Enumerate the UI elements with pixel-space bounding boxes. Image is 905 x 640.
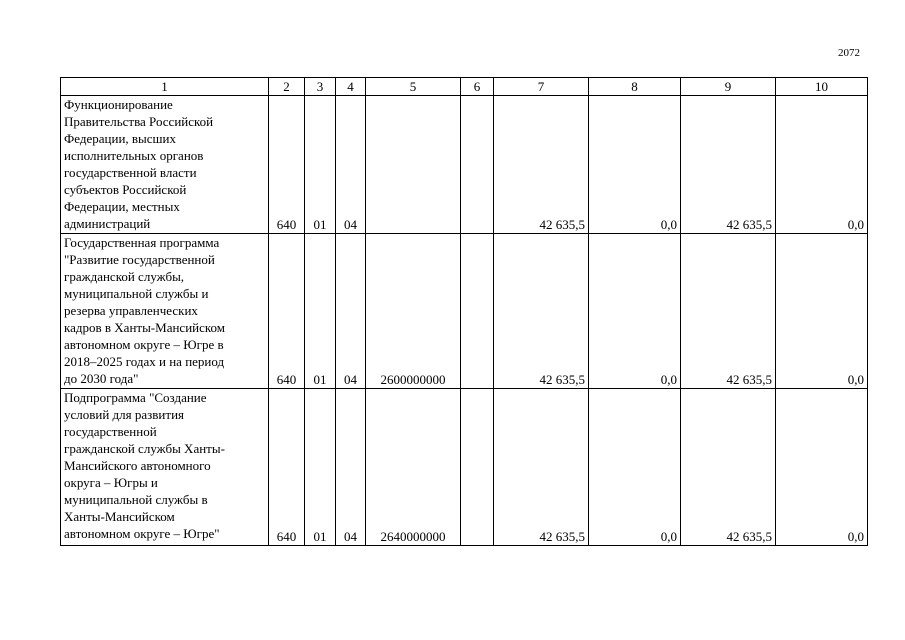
- name-line: исполнительных органов: [64, 148, 204, 163]
- amount-cell: 42 635,5: [494, 96, 589, 234]
- name-line: округа – Югры и: [64, 475, 158, 490]
- amount-cell: 0,0: [776, 389, 868, 546]
- amount-cell: 0,0: [589, 389, 681, 546]
- amount-cell: 42 635,5: [494, 389, 589, 546]
- subsection-code-cell: 04: [336, 234, 366, 389]
- subsection-code-cell: 04: [336, 389, 366, 546]
- amount-cell: 0,0: [589, 96, 681, 234]
- table-header-row: [61, 78, 868, 96]
- name-line: Мансийского автономного: [64, 458, 211, 473]
- name-line: гражданской службы,: [64, 269, 185, 284]
- name-line: администраций: [64, 216, 151, 231]
- page-number: 2072: [838, 47, 860, 59]
- header-cell: 7: [494, 78, 589, 96]
- name-line: 2018–2025 годах и на период: [64, 354, 225, 369]
- table-row: [61, 234, 868, 389]
- name-line: муниципальной службы и: [64, 286, 209, 301]
- header-cell: 1: [61, 78, 269, 96]
- amount-cell: 42 635,5: [681, 234, 776, 389]
- target-article-cell: 2600000000: [366, 234, 461, 389]
- header-cell: 2: [269, 78, 305, 96]
- ministry-code-cell: 640: [269, 96, 305, 234]
- subsection-code-cell: 04: [336, 96, 366, 234]
- header-cell: 5: [366, 78, 461, 96]
- row-name-cell: [61, 234, 269, 389]
- expense-type-cell: [461, 389, 494, 546]
- name-line: государственной власти: [64, 165, 197, 180]
- name-line: автономном округе – Югре": [64, 526, 220, 541]
- amount-cell: 42 635,5: [681, 389, 776, 546]
- name-line: условий для развития: [64, 407, 185, 422]
- amount-cell: 42 635,5: [494, 234, 589, 389]
- expense-type-cell: [461, 234, 494, 389]
- ministry-code-cell: 640: [269, 234, 305, 389]
- section-code-cell: 01: [305, 96, 336, 234]
- name-line: субъектов Российской: [64, 182, 187, 197]
- section-code-cell: 01: [305, 389, 336, 546]
- header-cell: 8: [589, 78, 681, 96]
- header-cell: 9: [681, 78, 776, 96]
- name-line: гражданской службы Ханты-: [64, 441, 225, 456]
- table-row: [61, 96, 868, 234]
- name-line: Государственная программа: [64, 235, 220, 250]
- name-line: кадров в Ханты-Мансийском: [64, 320, 226, 335]
- row-name-cell: [61, 96, 269, 234]
- amount-cell: 42 635,5: [681, 96, 776, 234]
- target-article-cell: [366, 96, 461, 234]
- name-line: автономном округе – Югре в: [64, 337, 224, 352]
- amount-cell: 0,0: [776, 234, 868, 389]
- name-line: Подпрограмма "Создание: [64, 390, 207, 405]
- expense-type-cell: [461, 96, 494, 234]
- name-line: Федерации, высших: [64, 131, 177, 146]
- header-cell: 3: [305, 78, 336, 96]
- header-cell: 6: [461, 78, 494, 96]
- header-cell: 10: [776, 78, 868, 96]
- target-article-cell: 2640000000: [366, 389, 461, 546]
- name-line: Правительства Российской: [64, 114, 214, 129]
- row-name-cell: [61, 389, 269, 546]
- section-code-cell: 01: [305, 234, 336, 389]
- budget-table: [60, 77, 868, 546]
- amount-cell: 0,0: [589, 234, 681, 389]
- name-line: муниципальной службы в: [64, 492, 208, 507]
- name-line: "Развитие государственной: [64, 252, 215, 267]
- name-line: Функционирование: [64, 97, 173, 112]
- name-line: Федерации, местных: [64, 199, 180, 214]
- name-line: резерва управленческих: [64, 303, 198, 318]
- name-line: Ханты-Мансийском: [64, 509, 175, 524]
- name-line: до 2030 года": [64, 371, 139, 386]
- table-row: [61, 389, 868, 546]
- name-line: государственной: [64, 424, 157, 439]
- amount-cell: 0,0: [776, 96, 868, 234]
- header-cell: 4: [336, 78, 366, 96]
- ministry-code-cell: 640: [269, 389, 305, 546]
